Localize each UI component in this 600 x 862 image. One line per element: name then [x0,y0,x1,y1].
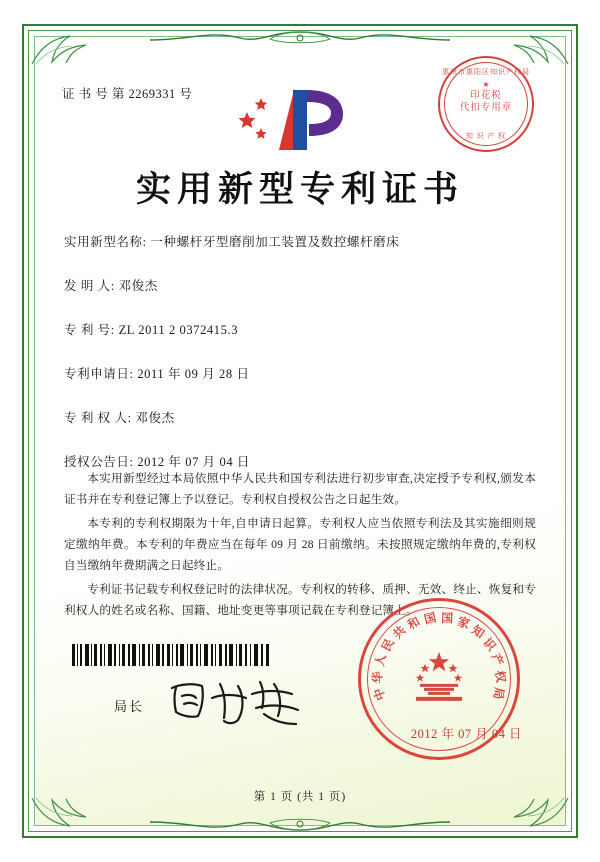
patent-fields [64,232,536,496]
director-signature [164,674,314,734]
field-row-patentee [64,408,536,426]
field-label: 发 明 人: [64,279,115,293]
field-row-patent-number [64,320,536,338]
page-footer: 第 1 页 (共 1 页) [253,791,347,803]
tax-stamp-seal [438,56,534,152]
seal-circular-text: 中 华 人 民 共 和 国 国 家 知 识 产 权 局 [370,610,509,703]
legal-paragraph: 专利证书记载专利权登记时的法律状况。专利权的转移、质押、无效、终止、恢复和专利权人的姓名或名称、国籍、地址变更等事项记载在专利登记簿上。 [64,583,536,617]
field-value: ZL 2011 2 0372415.3 [118,323,239,337]
field-label: 专 利 号: [64,323,115,337]
tax-stamp-star-icon: ★ [482,80,490,89]
field-label: 专利申请日: [64,367,134,381]
director-label: 局长 [114,699,145,714]
certificate-number-line [62,84,192,102]
certificate-number-label: 证 书 号 第 [62,87,125,101]
field-value: 一种螺杆牙型磨削加工装置及数控螺杆磨床 [150,235,400,249]
barcode [72,644,272,666]
field-label: 实用新型名称: [64,235,147,249]
field-row-name [64,232,536,250]
tax-stamp-arc-bottom: 知 识 产 权 [465,132,507,140]
field-value: 邓俊杰 [135,411,175,425]
field-label: 授权公告日: [64,455,134,469]
tax-stamp-arc-top: 惠州市惠阳区知识产权局 [442,68,530,76]
field-value: 2012 年 07 月 04 日 [137,455,251,469]
tax-stamp-center-text: 印花税 代扣专用章 [459,91,513,113]
seal-date: 2012 年 07 月 04 日 [410,727,522,741]
certificate-number-value: 2269331 [128,87,176,101]
field-value: 2011 年 09 月 28 日 [137,367,250,381]
certificate-content [34,36,566,826]
field-value: 邓俊杰 [118,279,158,293]
certificate-number-suffix: 号 [179,87,193,101]
sipo-logo-icon [235,84,365,156]
field-row-inventor [64,276,536,294]
legal-paragraph: 本专利的专利权期限为十年,自申请日起算。专利权人应当依照专利法及其实施细则规定缴纳年费。本专利的年费应当在每年 09 月 28 日前缴纳。未按照规定缴纳年费的,专利权自当缴纳年费期满之日起终止。 [64,517,536,572]
field-label: 专 利 权 人: [64,411,132,425]
field-row-application-date [64,364,536,382]
page-title: 实用新型专利证书 [135,170,464,209]
legal-paragraph: 本实用新型经过本局依照中华人民共和国专利法进行初步审查,决定授予专利权,颁发本证书并在专利登记簿上予以登记。专利权自授权公告之日起生效。 [64,472,536,506]
